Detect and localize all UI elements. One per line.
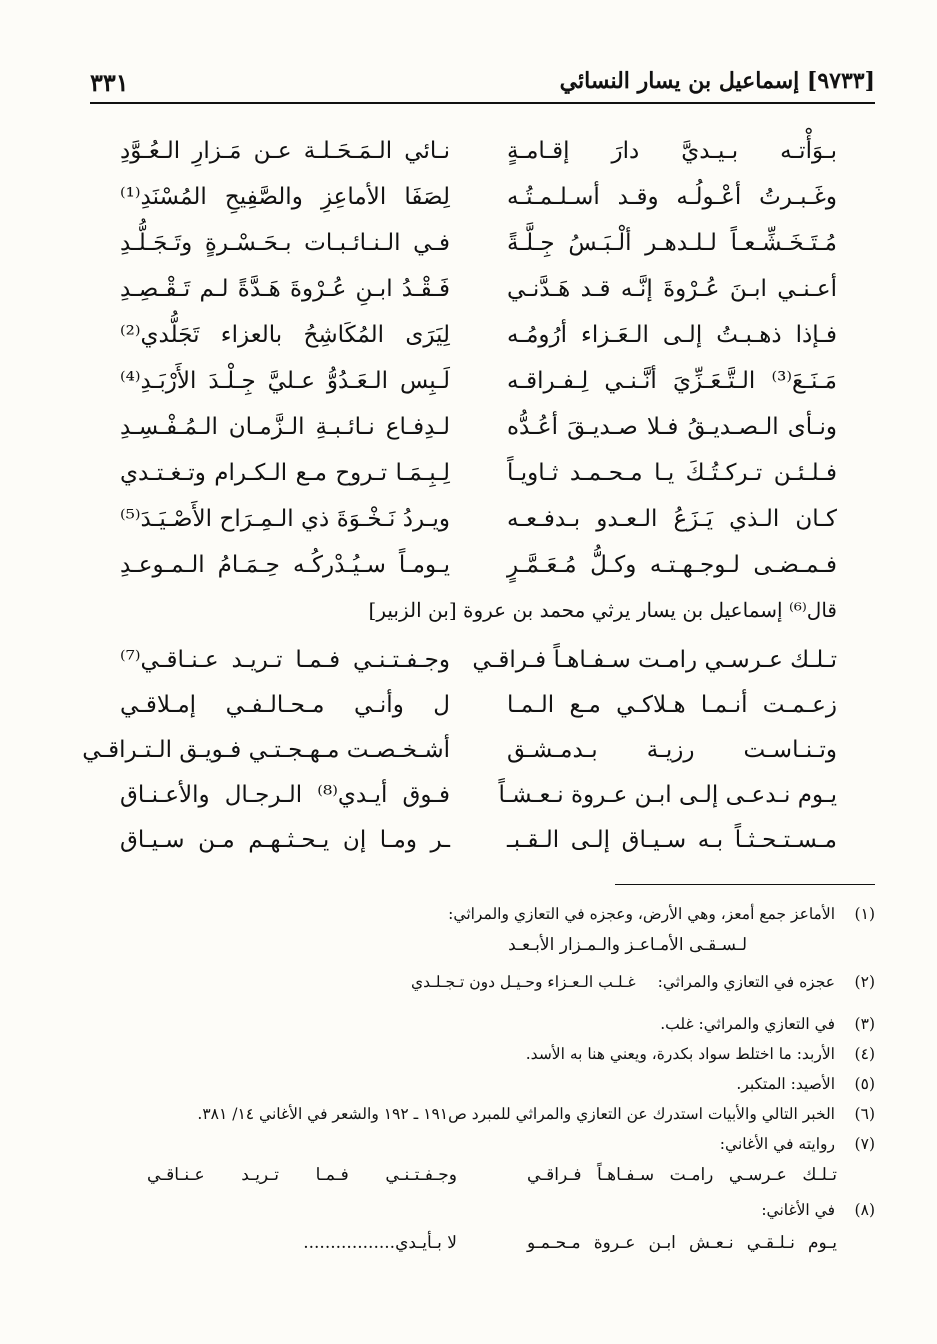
- hemistich-right: فـمـضـى لـوجـهـتـه وكـلُّ مُـعَـمَّـرٍ: [507, 552, 837, 578]
- verse-line: [120, 450, 837, 496]
- hemistich-right: ونـأى الـصـديـقُ فـلا صـديـقَ أعُـدُّه: [507, 414, 837, 440]
- verse-line: [120, 496, 837, 542]
- poem-second: [82, 638, 837, 863]
- footnote-4: [125, 1040, 875, 1068]
- hemistich-right: مـسـتـحـثـاً بـه سـيـاق إلـى الـقـبـ: [507, 827, 837, 853]
- verse-line: [120, 404, 837, 450]
- footnote-number: (٤): [854, 1045, 875, 1063]
- footnote-text: الأربد: ما اختلط سواد بكدرة، ويعني هنا به الأسد.: [525, 1045, 835, 1063]
- hemistich-right: بـوَأْتـه بـيـديَّ دارَ إقـامـةٍ: [507, 138, 837, 164]
- verse-line: [120, 174, 837, 220]
- footnote-2-verse: غـلـب الـعـزاء وحـيـل دون تـجـلـدي: [410, 973, 636, 991]
- footnote-number: (١): [854, 905, 875, 923]
- hemistich-left: لِيَرَى المُكَاشِحُ بالعزاء تَجَلُّدي⁽²⁾: [120, 322, 450, 348]
- footnote-number: (٨): [854, 1201, 875, 1219]
- footnote-text: الأصيد: المتكبر.: [736, 1075, 835, 1093]
- poem-first: [120, 128, 837, 588]
- hemistich-left: وجـفـتـنـي فـمـا تـريـد عـنـاقـي⁽⁷⁾: [120, 647, 450, 673]
- hemistich-right: مَـنَـعَ⁽³⁾ الـتَّـعَـزِّيَ أنَّـنـي لِـفـراقـه: [507, 368, 837, 394]
- footnote-number: (٦): [854, 1105, 875, 1123]
- hemistich-left: أشـخـصـت مـهـجـتـي فـويـق الـتـراقـي: [82, 737, 450, 763]
- footnote-6: [125, 1100, 875, 1128]
- hemistich-left: ل وأنـي مـحـالـفـي إمـلاقـي: [120, 692, 450, 718]
- footnote-separator: [615, 884, 875, 885]
- footnote-5: [125, 1070, 875, 1098]
- footnote-1: [125, 900, 875, 928]
- footnote-text: في التعازي والمراثي: غلب.: [660, 1015, 835, 1033]
- footnote-number: (٧): [854, 1135, 875, 1153]
- footnote-text: الخبر التالي والأبيات استدرك عن التعازي والمراثي للمبرد ص١٩١ ـ ١٩٢ والشعر في الأغاني ١٤/ ٣٨١.: [197, 1105, 835, 1123]
- hemistich-right: يـوم نـدعـى إلـى ابـن عـروة نـعـشـاً: [498, 782, 837, 808]
- footnote-number: (٣): [854, 1015, 875, 1033]
- hemistich-right: تـلـك عـرسـي رامـت سـفـاهـاً فـراقـي: [527, 1165, 837, 1185]
- verse-line: [82, 728, 837, 773]
- footnote-7-verse: [147, 1160, 837, 1190]
- verse-line: [120, 358, 837, 404]
- hemistich-right: مُـتَـخَـشِّـعـاً لـلـدهـر ألْـبَـسُ جِـلَّـةً: [507, 230, 837, 256]
- verse-line: [120, 312, 837, 358]
- hemistich-right: زعـمـت أنـمـا هـلاكـي مـع الـمـا: [507, 692, 837, 718]
- verse-line: [120, 683, 837, 728]
- running-title: [٩٧٣٣] إسماعيل بن يسار النسائي: [559, 68, 875, 94]
- page-number: ٣٣١: [90, 68, 129, 97]
- hemistich-left: لِـبِـمَـا تـروح مـع الـكـرام وتـغـتـدي: [120, 460, 450, 486]
- verse-line: [120, 542, 837, 588]
- verse-line: [120, 638, 837, 683]
- verse-line: [120, 818, 837, 863]
- footnote-8-verse: [147, 1228, 837, 1258]
- hemistich-left: لَـبِس الـعَـدُوُّ عـليَّ جِـلْـدَ الأَرْبَـدِ⁽⁴⁾: [120, 368, 450, 394]
- hemistich-right: وتـنـاسـت رزيـة بـدمـشـق: [507, 737, 837, 763]
- hemistich-left: فـوق أيـدي⁽⁸⁾ الـرجـال والأعـنـاق: [120, 782, 450, 808]
- footnote-text: عجزه في التعازي والمراثي:: [657, 973, 835, 991]
- verse-line: [120, 220, 837, 266]
- footnote-text: الأماعز جمع أمعز، وهي الأرض، وعجزه في التعازي والمراثي:: [448, 905, 835, 923]
- hemistich-right: فـلـئـن تـركـتُـكَ يـا مـحـمـد ثـاويـاً: [507, 460, 837, 486]
- hemistich-left: يـومـاً سـيُـدْركُـه حِـمَـامُ الـمـوعـدِ: [120, 552, 450, 578]
- footnote-number: (٥): [854, 1075, 875, 1093]
- footnote-text: في الأغاني:: [761, 1201, 835, 1219]
- hemistich-left: نـائي الـمَـحَـلـة عـن مَـزارِ الـعُـوَّدِ: [120, 138, 450, 164]
- hemistich-left: لا بـأيـدي.................: [303, 1233, 457, 1253]
- hemistich-left: فـي الـنـائـبـات بـحَـسْـرةٍ وتَـجَـلُّـدِ: [120, 230, 450, 256]
- verse-line: [120, 266, 837, 312]
- poem-intro: قال⁽⁶⁾ إسماعيل بن يسار يرثي محمد بن عروة [بن الزبير]: [368, 598, 837, 622]
- footnote-number: (٢): [854, 973, 875, 991]
- hemistich-right: كـان الـذي يَـزَعُ الـعـدو بـدفـعـه: [507, 506, 837, 532]
- hemistich-left: ـر ومـا إن يـحـثـهـم مـن سـيـاق: [120, 827, 450, 853]
- hemistich-right: وغَـبـرتُ أعْـولُـه وقـد أسـلـمـتُـه: [507, 184, 837, 210]
- hemistich-left: فَـقْـدُ ابـنِ عُـرْوةَ هَـدَّةً لـم تَـقْـصِـدِ: [120, 276, 450, 302]
- hemistich-left: ويـردُ نَـخْـوَةَ ذي الـمِـرَاح الأَصْـيَـدَ⁽⁵⁾: [120, 506, 450, 532]
- hemistich-left: وجـفـتـنـي فـمـا تـريـد عـنـاقـي: [147, 1165, 457, 1185]
- hemistich-left: لـدِفـاع نـائـبـةِ الـزَّمـان الـمُـفْـسِـدِ: [120, 414, 450, 440]
- hemistich-left: لِصَفَا الأماعِزِ والصَّفِيحِ المُسْنَدِ⁽¹⁾: [120, 184, 450, 210]
- footnote-8: [125, 1196, 875, 1224]
- hemistich-right: تـلـك عـرسـي رامـت سـفـاهـاً فـراقـي: [472, 647, 837, 673]
- hemistich-right: يـوم نـلـقـي نـعـش ابـن عـروة مـحـمـو: [527, 1233, 837, 1253]
- verse-line: [120, 128, 837, 174]
- hemistich-right: فـإذا ذهـبـتُ إلـى الـعَـزاء أرُومُـه: [507, 322, 837, 348]
- hemistich-right: أعـنـي ابـنَ عُـرْوةَ إنَّـه قـد هَـدَّنـي: [507, 276, 837, 302]
- footnote-2: [125, 968, 875, 996]
- footnote-7: [125, 1130, 875, 1158]
- page-header: [90, 66, 875, 104]
- footnote-text: روايته في الأغاني:: [719, 1135, 835, 1153]
- footnote-1-verse: لـسـقـى الأمـاعـز والـمـزار الأبـعـد: [508, 935, 747, 955]
- footnote-3: [125, 1010, 875, 1038]
- verse-line: [120, 773, 837, 818]
